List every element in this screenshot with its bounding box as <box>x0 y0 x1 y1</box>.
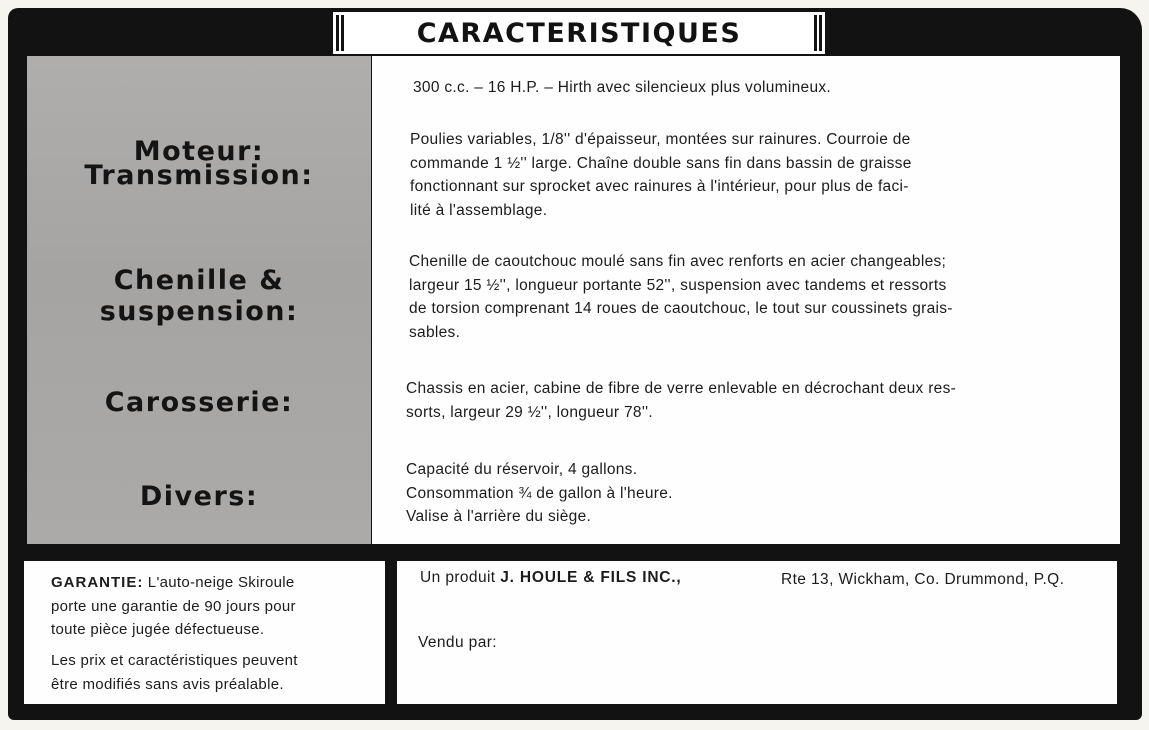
title-right-bars <box>814 15 822 51</box>
spec-text-divers: Capacité du réservoir, 4 gallons. Consommation ¾ de gallon à l'heure. Valise à l'arrière du siège. <box>406 461 673 525</box>
company-address: Rte 13, Wickham, Co. Drummond, P.Q. <box>781 571 1065 588</box>
warranty-paragraph <box>51 571 296 642</box>
spec-descriptions-panel <box>372 56 1120 544</box>
warranty-box <box>24 561 385 704</box>
spec-label-moteur: Moteur: <box>133 136 265 167</box>
spec-label-carosserie: Carosserie: <box>104 387 294 418</box>
warranty-heading: GARANTIE: <box>51 574 144 591</box>
warranty-note: Les prix et caractéristiques peuvent être modifiés sans avis préalable. <box>51 652 298 693</box>
title-left-bars <box>336 15 344 51</box>
spec-label-divers: Divers: <box>139 481 259 512</box>
page-title: CARACTERISTIQUES <box>416 17 742 49</box>
spec-text-carosserie: Chassis en acier, cabine de fibre de verre enlevable en décrochant deux res- sorts, largeur 29 ½'', longueur 78''. <box>406 380 957 421</box>
spec-text-transmission: Poulies variables, 1/8'' d'épaisseur, montées sur rainures. Courroie de commande 1 ½'' large. Chaîne double sans fin dans bassin de graisse fonctionnant sur sprocket avec rainures à l'intérieur, pour plus de faci- lité à l'assemblage. <box>410 131 912 219</box>
spec-labels-panel <box>27 56 371 544</box>
sold-by-label: Vendu par: <box>418 634 497 651</box>
product-line <box>420 569 682 587</box>
spec-text-chenille: Chenille de caoutchouc moulé sans fin avec renforts en acier changeables; largeur 15 ½'', longueur portante 52'', suspension avec tandems et ressorts de torsion comprenant 14 roues de caoutchouc, le tout sur coussinets grais- sables. <box>409 253 953 341</box>
product-prefix: Un produit <box>420 569 501 586</box>
company-name: J. HOULE & FILS INC., <box>500 569 682 586</box>
spec-text-moteur: 300 c.c. – 16 H.P. – Hirth avec silencieux plus volumineux. <box>413 79 832 96</box>
seller-box <box>397 561 1117 704</box>
title-banner <box>333 12 825 54</box>
spec-label-transmission: Transmission: <box>84 160 314 191</box>
warranty-text: L'auto-neige Skiroule porte une garantie de 90 jours pour toute pièce jugée défectueuse. <box>51 574 296 638</box>
spec-label-chenille: Chenille & suspension: <box>99 265 299 327</box>
